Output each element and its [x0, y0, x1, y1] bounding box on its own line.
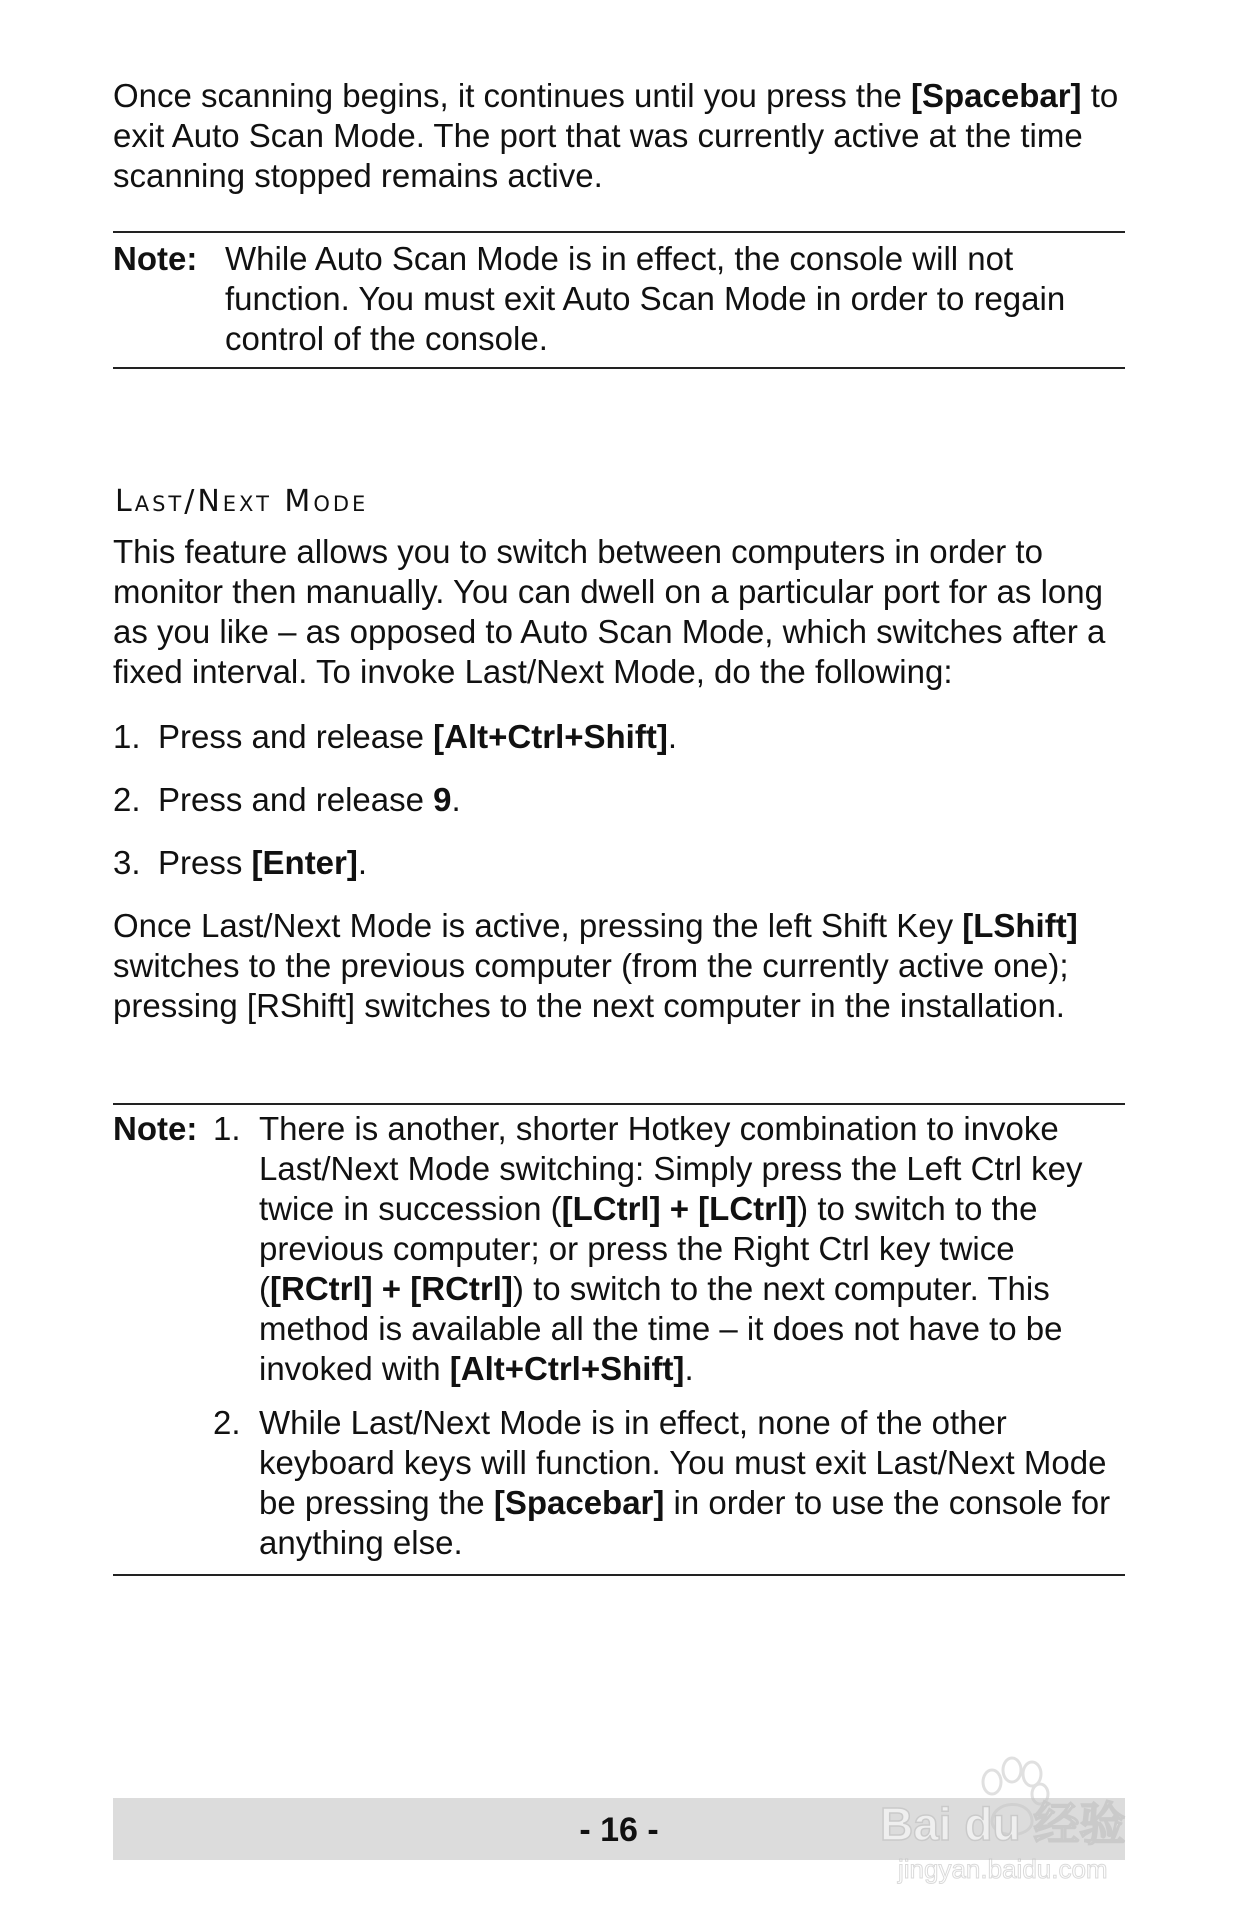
note-box-last-next [113, 1103, 1125, 1576]
step-text [158, 717, 677, 757]
step-text-1: Press and release [158, 718, 434, 755]
steps-list [113, 717, 1125, 906]
note-text: While Auto Scan Mode is in effect, the console will not function. You must exit Auto Scan Mode in order to regain control of the console. [225, 240, 1066, 357]
step-text-2: . [357, 844, 368, 881]
step-text [158, 780, 461, 820]
step-text-1: Press and release [158, 781, 434, 818]
key-lctrl-combo: [LCtrl] + [LCtrl] [561, 1190, 798, 1227]
step-text [158, 843, 367, 883]
intro-text-2: to exit Auto Scan Mode. The port that was currently active at the time scanning stopped remains active. [113, 77, 1119, 194]
intro-text-1: Once scanning begins, it continues until you press the [113, 77, 911, 114]
step-number: 1. [113, 718, 141, 755]
note-text-part: ) to switch to the previous computer; or press the Right Ctrl key twice ( [259, 1190, 1038, 1307]
watermark-url: jingyan.baidu.com [898, 1854, 1108, 1884]
note-item [113, 1105, 1125, 1389]
note-item-text [259, 1403, 1125, 1563]
after-steps-paragraph [113, 906, 1125, 1026]
intro-paragraph [113, 76, 1125, 196]
note-text-part: While Last/Next Mode is in effect, none of the other keyboard keys will function. You must exit Last/Next Mode be pressing the [259, 1404, 1107, 1521]
step-key: 9 [433, 781, 452, 818]
note-item-text [259, 1109, 1125, 1389]
step-item [113, 780, 1125, 820]
key-spacebar: [Spacebar] [493, 1484, 665, 1521]
page-number: - 16 - [579, 1811, 659, 1849]
step-number: 2. [113, 781, 141, 818]
step-number: 3. [113, 844, 141, 881]
step-text-1: Press [158, 844, 252, 881]
intro-key-spacebar: [Spacebar] [910, 77, 1082, 114]
section-description: This feature allows you to switch between computers in order to monitor then manually. You can dwell on a particular port for as long as you like – as opposed to Auto Scan Mode, which switches after a fixed interval. To invoke Last/Next Mode, do the following: [113, 533, 1106, 690]
step-item [113, 843, 1125, 883]
key-lshift: [LShift] [962, 907, 1078, 944]
note-box-auto-scan [113, 231, 1125, 369]
key-alt-ctrl-shift: [Alt+Ctrl+Shift] [449, 1350, 685, 1387]
step-item [113, 717, 1125, 757]
note-item-number: 2. [213, 1404, 241, 1441]
step-key: [Alt+Ctrl+Shift] [433, 718, 668, 755]
watermark-brand: Bai du 经验 [880, 1798, 1126, 1850]
note-label: Note: [113, 240, 198, 277]
after-text-2: switches to the previous computer (from the currently active one); pressing [RShift] switches to the next computer in the installation. [113, 947, 1069, 1024]
key-rctrl-combo: [RCtrl] + [RCtrl] [270, 1270, 513, 1307]
step-text-2: . [451, 781, 461, 818]
note-item [113, 1403, 1125, 1563]
note-text-part: . [684, 1350, 694, 1387]
note-label: Note: [113, 1110, 198, 1147]
step-text-2: . [667, 718, 677, 755]
baidu-watermark-icon [880, 1730, 1160, 1890]
note-item-number: 1. [213, 1110, 241, 1147]
note-text-part: ) to switch to the next computer. This method is available all the time – it does not have to be invoked with [259, 1270, 1063, 1387]
note-text-part: in order to use the console for anything else. [259, 1484, 1111, 1561]
note-text-part: There is another, shorter Hotkey combination to invoke Last/Next Mode switching: Simply press the Left Ctrl key twice in succession ( [259, 1110, 1083, 1227]
after-text-1: Once Last/Next Mode is active, pressing the left Shift Key [113, 907, 963, 944]
section-heading: Last/Next Mode [115, 484, 369, 519]
step-key: [Enter] [251, 844, 358, 881]
